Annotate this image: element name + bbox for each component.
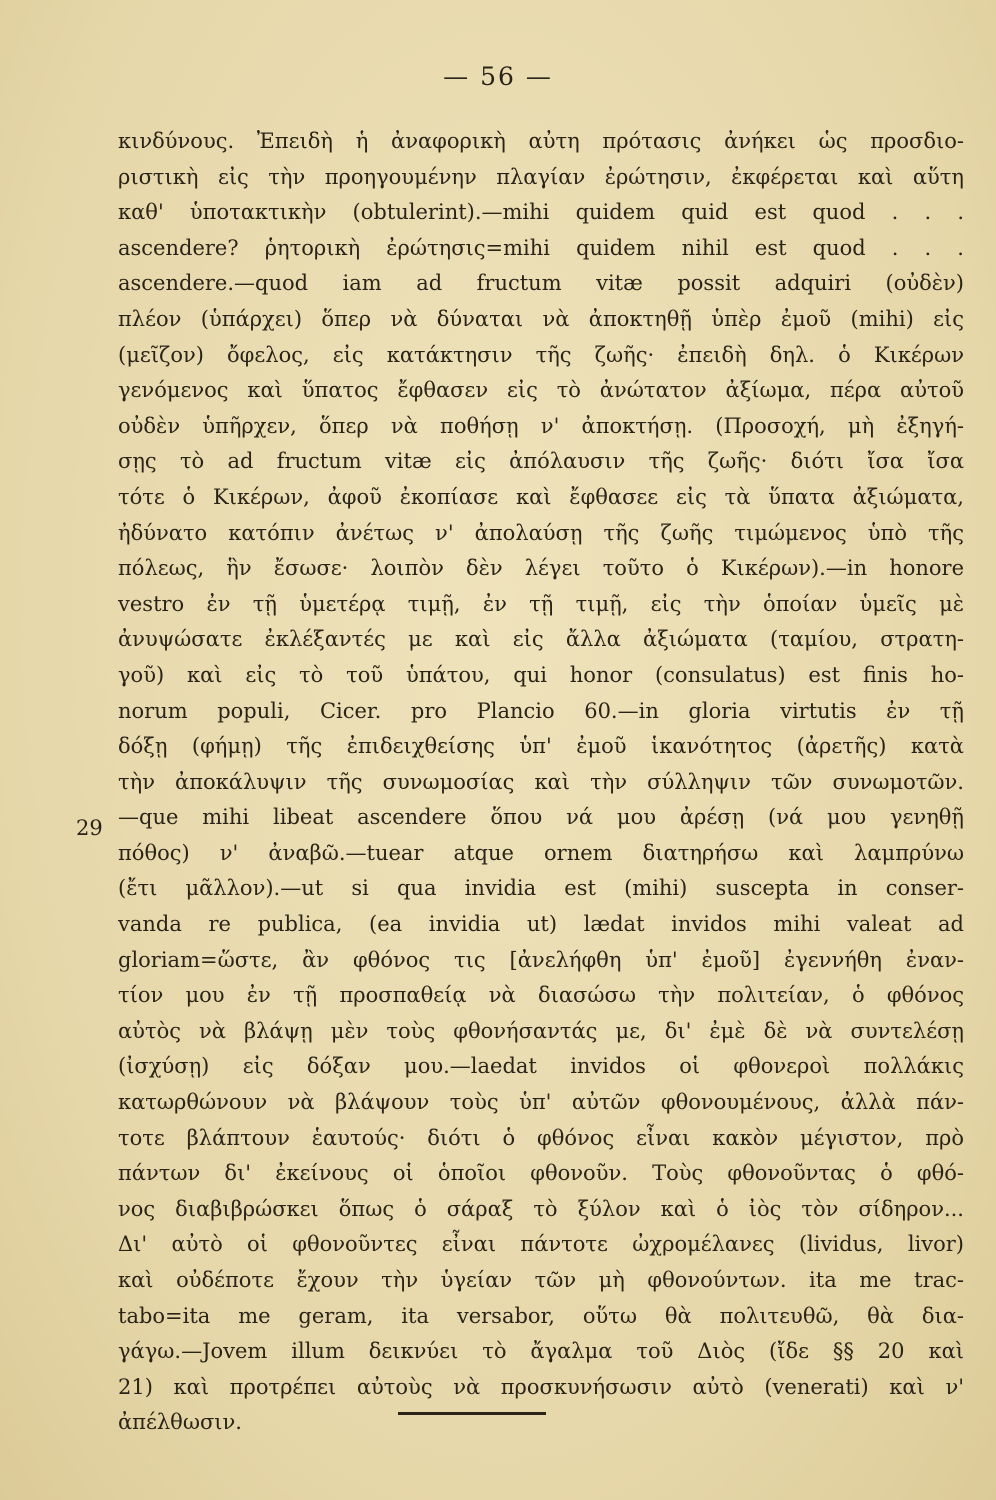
text-line: ἀπέλθωσιν.	[118, 1410, 242, 1435]
text-line: καθ' ὑποτακτικὴν (obtulerint).—mihi quidem quid est quod . . .	[118, 200, 964, 225]
text-line: πλέον (ὑπάρχει) ὅπερ νὰ δύναται νὰ ἀποκτηθῇ ὑπὲρ ἐμοῦ (mihi) εἰς	[118, 306, 964, 331]
text-line: gloriam=ὥστε, ἂν φθόνος τις [ἀνελήφθη ὑπ' ἐμοῦ] ἐγεννήθη ἐναν-	[118, 947, 964, 972]
text-line: τὴν ἀποκάλυψιν τῆς συνωμοσίας καὶ τὴν σύλληψιν τῶν συνωμοτῶν.	[118, 769, 964, 794]
body-text	[118, 124, 964, 1441]
text-line: τότε ὁ Κικέρων, ἀφοῦ ἐκοπίασε καὶ ἔφθασεε εἰς τὰ ὕπατα ἀξιώματα,	[118, 484, 964, 509]
text-line: ascendere.—quod iam ad fructum vitæ possit adquiri (οὐδὲν)	[118, 271, 964, 296]
text-line: νος διαβιβρώσκει ὅπως ὁ σάραξ τὸ ξύλον καὶ ὁ ἰὸς τὸν σίδηρον...	[118, 1196, 964, 1221]
text-line: γενόμενος καὶ ὕπατος ἔφθασεν εἰς τὸ ἀνώτατον ἀξίωμα, πέρα αὐτοῦ	[118, 378, 964, 403]
page-number: — 56 —	[443, 62, 553, 91]
text-line: 21) καὶ προτρέπει αὐτοὺς νὰ προσκυνήσωσιν αὐτὸ (venerati) καὶ ν'	[118, 1374, 964, 1399]
text-line: αὐτὸς νὰ βλάψῃ μὲν τοὺς φθονήσαντάς με, δι' ἐμὲ δὲ νὰ συντελέσῃ	[118, 1018, 964, 1043]
text-line: γάγω.—Jovem illum δεικνύει τὸ ἄγαλμα τοῦ Διὸς (ἴδε §§ 20 καὶ	[118, 1339, 964, 1364]
text-line: ascendere? ῥητορικὴ ἐρώτησις=mihi quidem nihil est quod . . .	[118, 235, 964, 260]
text-line: ριστικὴ εἰς τὴν προηγουμένην πλαγίαν ἐρώτησιν, ἐκφέρεται καὶ αὕτη	[118, 164, 964, 189]
text-line: πάντων δι' ἐκείνους οἱ ὁποῖοι φθονοῦν. Τοὺς φθονοῦντας ὁ φθό-	[118, 1161, 964, 1186]
text-line: δόξῃ (φήμῃ) τῆς ἐπιδειχθείσης ὑπ' ἐμοῦ ἱκανότητος (ἀρετῆς) κατὰ	[118, 734, 964, 759]
text-line: norum populi, Cicer. pro Plancio 60.—in gloria virtutis ἐν τῇ	[118, 698, 964, 723]
text-line: (ἰσχύσῃ) εἰς δόξαν μου.—laedat invidos οἱ φθονεροὶ πολλάκις	[118, 1054, 964, 1079]
text-line: vestro ἐν τῇ ὑμετέρᾳ τιμῇ, ἐν τῇ τιμῇ, εἰς τὴν ὁποίαν ὑμεῖς μὲ	[118, 591, 964, 616]
text-line: vanda re publica, (ea invidia ut) lædat invidos mihi valeat ad	[118, 912, 964, 937]
end-divider	[398, 1412, 546, 1415]
text-line: tabo=ita me geram, ita versabor, οὕτω θὰ πολιτευθῶ, θὰ δια-	[118, 1303, 964, 1328]
text-line: —que mihi libeat ascendere ὅπου νά μου ἀρέσῃ (νά μου γενηθῇ	[118, 805, 964, 830]
text-line: (μεῖζον) ὄφελος, εἰς κατάκτησιν τῆς ζωῆς· ἐπειδὴ δηλ. ὁ Κικέρων	[118, 342, 964, 367]
section-margin-number: 29	[76, 816, 103, 840]
text-line: ἠδύνατο κατόπιν ἀνέτως ν' ἀπολαύσῃ τῆς ζωῆς τιμώμενος ὑπὸ τῆς	[118, 520, 964, 545]
text-line: καὶ οὐδέποτε ἔχουν τὴν ὑγείαν τῶν μὴ φθονούντων. ita me trac-	[118, 1268, 964, 1292]
text-line: τίον μου ἐν τῇ προσπαθείᾳ νὰ διασώσω τὴν πολιτείαν, ὁ φθόνος	[118, 983, 964, 1008]
text-line: σῃς τὸ ad fructum vitæ εἰς ἀπόλαυσιν τῆς ζωῆς· διότι ἴσα ἴσα	[118, 449, 964, 474]
text-line: γοῦ) καὶ εἰς τὸ τοῦ ὑπάτου, qui honor (consulatus) est finis ho-	[118, 662, 964, 687]
text-line: κινδύνους. Ἐπειδὴ ἡ ἀναφορικὴ αὐτη πρότασις ἀνήκει ὡς προσδιο-	[118, 129, 964, 153]
text-line: κατωρθώνουν νὰ βλάψουν τοὺς ὑπ' αὐτῶν φθονουμένους, ἀλλὰ πάν-	[118, 1090, 964, 1115]
text-line: (ἔτι μᾶλλον).—ut si qua invidia est (mihi) suscepta in conser-	[118, 876, 964, 901]
text-line: Δι' αὐτὸ οἱ φθονοῦντες εἶναι πάντοτε ὠχρομέλανες (lividus, livor)	[118, 1232, 964, 1257]
text-line: πόθος) ν' ἀναβῶ.—tuear atque ornem διατηρήσω καὶ λαμπρύνω	[118, 840, 964, 865]
text-line: οὐδὲν ὑπῆρχεν, ὅπερ νὰ ποθήσῃ ν' ἀποκτήσῃ. (Προσοχή, μὴ ἐξηγή-	[118, 413, 964, 438]
text-line: ἀνυψώσατε ἐκλέξαντές με καὶ εἰς ἄλλα ἀξιώματα (ταμίου, στρατη-	[118, 627, 964, 652]
text-line: τοτε βλάπτουν ἑαυτούς· διότι ὁ φθόνος εἶναι κακὸν μέγιστον, πρὸ	[118, 1125, 964, 1150]
text-line: πόλεως, ἣν ἔσωσε· λοιπὸν δὲν λέγει τοῦτο ὁ Κικέρων).—in honore	[118, 556, 964, 581]
